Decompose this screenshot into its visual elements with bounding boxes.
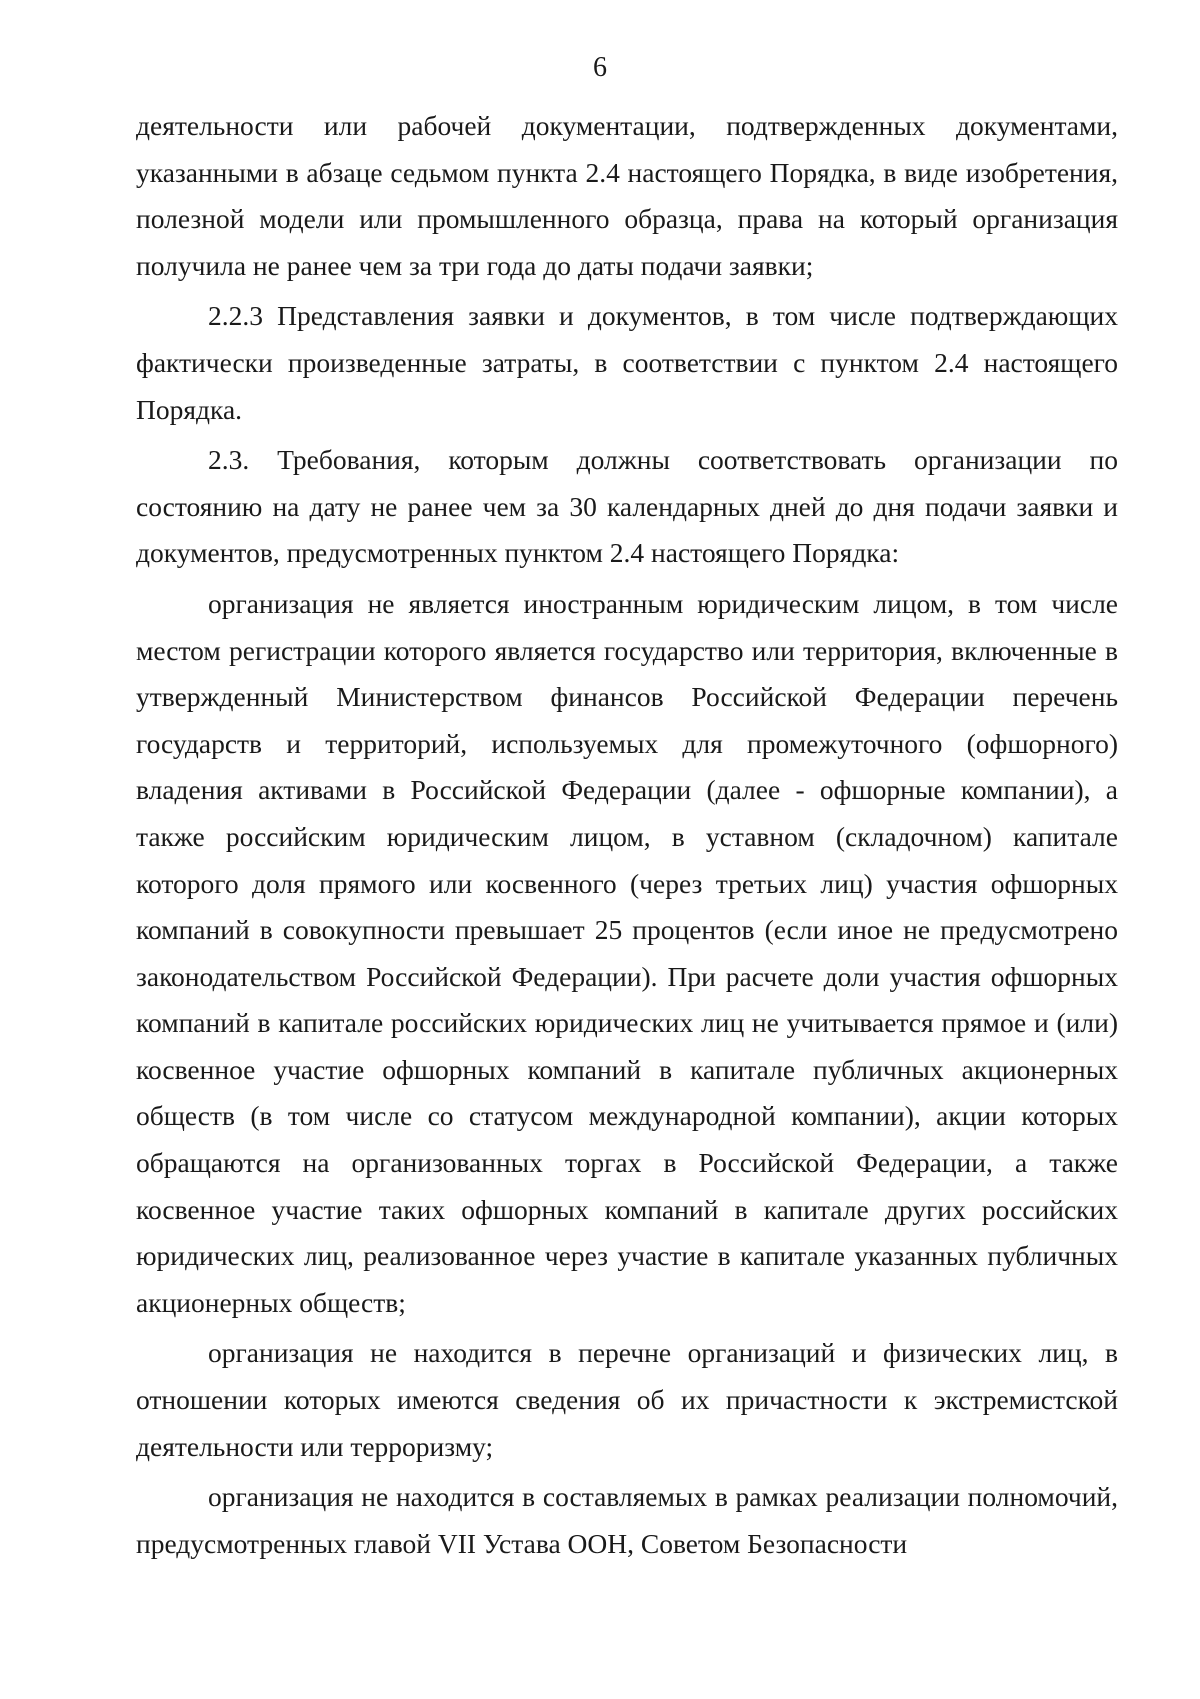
paragraph-2-2-3: 2.2.3 Представления заявки и документов, в том числе подтверждающих фактически произведенные затраты, в соответствии с пунктом 2.4 настоящего Порядка. [136, 300, 1118, 425]
document-body [136, 103, 1118, 1567]
page-number: 6 [593, 52, 607, 83]
paragraph-continuation: деятельности или рабочей документации, подтвержденных документами, указанными в абзаце седьмом пункта 2.4 настоящего Порядка, в виде изобретения, полезной модели или промышленного образца, права на который организация получила не ранее чем за три года до даты подачи заявки; [136, 110, 1118, 281]
paragraph-extremism-list: организация не находится в перечне организаций и физических лиц, в отношении которых имеются сведения об их причастности к экстремистской деятельности или терроризму; [136, 1337, 1118, 1462]
paragraph-un-sanctions: организация не находится в составляемых в рамках реализации полномочий, предусмотренных главой VII Устава ООН, Советом Безопасности [136, 1481, 1118, 1559]
paragraph-offshore-requirement: организация не является иностранным юридическим лицом, в том числе местом регистрации которого является государство или территория, включенные в утвержденный Министерством финансов Российской Федерации перечень государств и территорий, используемых для промежуточного (офшорного) владения активами в Российской Федерации (далее - офшорные компании), а также российским юридическим лицом, в уставном (складочном) капитале которого доля прямого или косвенного (через третьих лиц) участия офшорных компаний в совокупности превышает 25 процентов (если иное не предусмотрено законодательством Российской Федерации). При расчете доли участия офшорных компаний в капитале российских юридических лиц не учитывается прямое и (или) косвенное участие офшорных компаний в капитале публичных акционерных обществ (в том числе со статусом международной компании), акции которых обращаются на организованных торгах в Российской Федерации, а также косвенное участие таких офшорных компаний в капитале других российских юридических лиц, реализованное через участие в капитале указанных публичных акционерных обществ; [136, 587, 1118, 1318]
paragraph-2-3: 2.3. Требования, которым должны соответствовать организации по состоянию на дату не ранее чем за 30 календарных дней до дня подачи заявки и документов, предусмотренных пунктом 2.4 настоящего Порядка: [136, 444, 1118, 569]
